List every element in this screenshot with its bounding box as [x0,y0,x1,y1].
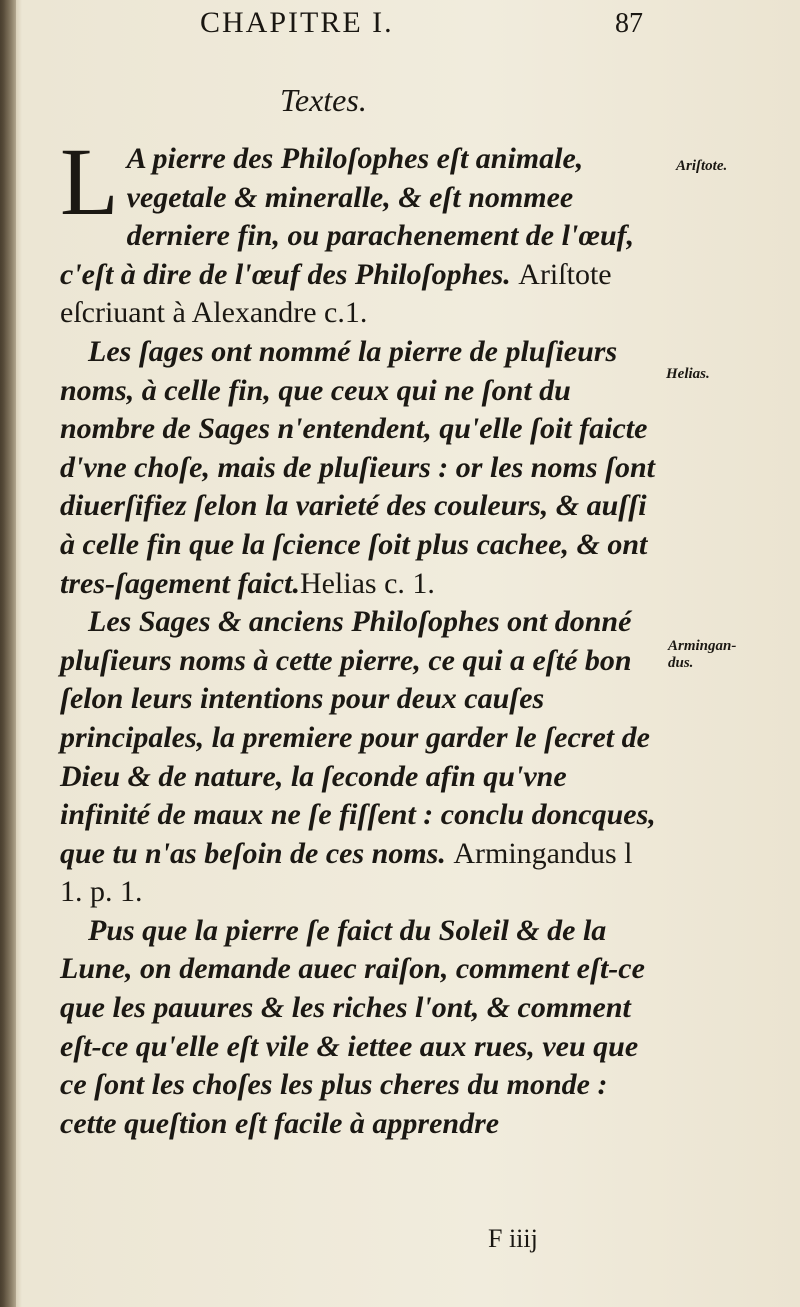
paragraph-3-citation: Armingandus l 1. p. 1. [60,836,633,909]
catchword: F iiij [488,1224,538,1253]
chapter-heading: CHAPITRE I. [200,6,394,39]
drop-cap: L [60,128,119,235]
paragraph-3-italic: Les Sages & anciens Philoſophes ont donné pluſieurs noms à cette pierre, ce qui a eſté bon ſelon leurs intentions pour deux cauſes principales, la premiere pour garder le ſecret de Dieu & de nature, la ſeconde afin qu'vne infinité de maux ne ſe fiſſent : conclu doncques, que tu n'as beſoin de ces noms. [60,605,656,870]
paragraph-1 [60,128,660,333]
page-number: 87 [615,8,643,39]
paragraph-4 [60,912,660,1144]
margin-note-helias: Helias. [666,366,710,382]
paragraph-2-citation: Helias c. 1. [299,566,435,600]
paragraph-4-italic: Pus que la pierre ſe faict du Soleil & de la Lune, on demande auec raiſon, comment eſt-ce que les pauures & les riches l'ont, & comment eſt-ce qu'elle eſt vile & iettee aux rues, veu que ce ſont les choſes les plus cheres du monde : cette queſtion eſt facile à apprendre [60,913,645,1140]
section-title: Textes. [280,82,367,118]
paragraph-1-italic: A pierre des Philoſophes eſt animale, vegetale & mineralle, & eſt nommee derniere fin, ou parachenement de l'œuf, c'eſt à dire de l'œuf des Philoſophes. [60,142,635,291]
paragraph-2-italic: Les ſages ont nommé la pierre de pluſieurs noms, à celle fin, que ceux qui ne ſont du nombre de Sages n'entendent, qu'elle ſoit faicte d'vne choſe, mais de pluſieurs : or les noms ſont diuerſifiez ſelon la varieté des couleurs, & auſſi à celle fin que la ſcience ſoit plus cachee, & ont tres-ſagement faict. [60,334,656,600]
body-text [60,128,660,1143]
paragraph-2 [60,333,660,603]
margin-note-armingandus: Armingan-dus. [668,638,737,671]
paragraph-3 [60,603,660,912]
gutter-shadow [0,0,16,1307]
running-header [200,6,660,46]
paragraph-1-citation: Ariſtote eſcriuant à Alexandre c.1. [60,257,612,330]
margin-note-aristote: Ariſtote. [676,158,728,174]
